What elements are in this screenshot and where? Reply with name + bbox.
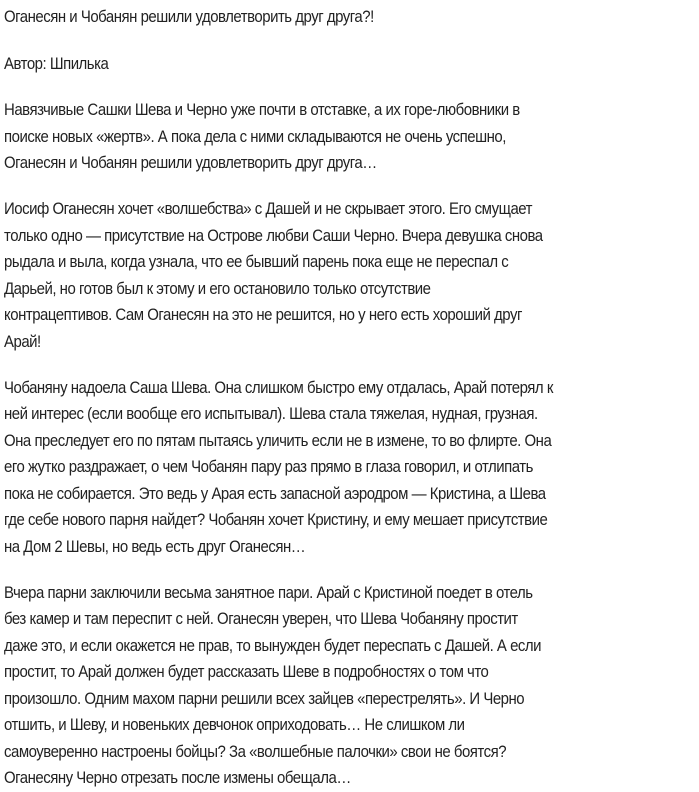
text-line: контрацептивов. Сам Оганесян на это не решится, но у него есть хороший друг (4, 305, 522, 324)
text-line: Дарьей, но готов был к этому и его остановило только отсутствие (4, 278, 431, 298)
text-line: Вчера парни заключили весьма занятное пари. Арай с Кристиной поедет в отель (4, 582, 533, 602)
text-line: рыдала и выла, когда узнала, что ее бывший парень пока еще не переспал с (4, 252, 509, 271)
text-line: его жутко раздражает, о чем Чобанян пару раз прямо в глаза говорил, и отлипать (4, 457, 533, 476)
text-line: самоуверенно настроены бойцы? За «волшебные палочки» свои не боятся? (4, 741, 507, 761)
text-line: на Дом 2 Шевы, но ведь есть друг Оганесян… (4, 536, 306, 556)
text-line: Навязчивые Сашки Шева и Черно уже почти в отставке, а их горе-любовники в (4, 100, 520, 119)
text-line: Иосиф Оганесян хочет «волшебства» с Дашей и не скрывает этого. Его смущает (4, 199, 533, 218)
text-line: даже это, и если окажется не прав, то вынужден будет переспать с Дашей. А если (4, 635, 542, 655)
text-line: Оганесяну Черно отрезать после измены обещала… (4, 768, 351, 787)
text-line: Чобаняну надоела Саша Шева. Она слишком быстро ему отдалась, Арай потерял к (4, 377, 553, 397)
text-line: Арай! (4, 331, 41, 351)
paragraph-4 (4, 580, 699, 792)
paragraph-1 (4, 97, 699, 177)
text-line: ней интерес (если вообще его испытывал). Шева стала тяжелая, нудная, грузная. (4, 404, 538, 423)
text-line: поиске новых «жертв». А пока дела с ними складываются не очень успешно, (4, 126, 506, 146)
text-line: без камер и там переспит с ней. Оганесян уверен, что Шева Чобаняну простит (4, 609, 518, 628)
text-line: только одно — присутствие на Острове любви Саши Черно. Вчера девушка снова (4, 225, 543, 245)
article-author: Автор: Шпилька (4, 53, 109, 73)
text-line: Оганесян и Чобанян решили удовлетворить друг друга… (4, 153, 377, 172)
paragraph-2 (4, 196, 699, 355)
text-line: где себе нового парня найдет? Чобанян хочет Кристину, и ему мешает присутствие (4, 510, 548, 529)
text-line: простит, то Арай должен будет рассказать Шеве в подробностях о том что (4, 662, 489, 681)
text-line: пока не собирается. Это ведь у Арая есть запасной аэродром — Кристина, а Шева (4, 483, 546, 503)
text-line: отшить, и Шеву, и новеньких девчонок оприходовать… Не слишком ли (4, 715, 465, 734)
text-line: произошло. Одним махом парни решили всех зайцев «перестрелять». И Черно (4, 688, 525, 708)
author-block (4, 51, 699, 78)
article-header (4, 4, 699, 31)
text-line: Она преследует его по пятам пытаясь уличить если не в измене, то во флирте. Она (4, 430, 552, 450)
paragraph-3 (4, 375, 699, 561)
article-title: Оганесян и Чобанян решили удовлетворить друг друга?! (4, 7, 374, 26)
